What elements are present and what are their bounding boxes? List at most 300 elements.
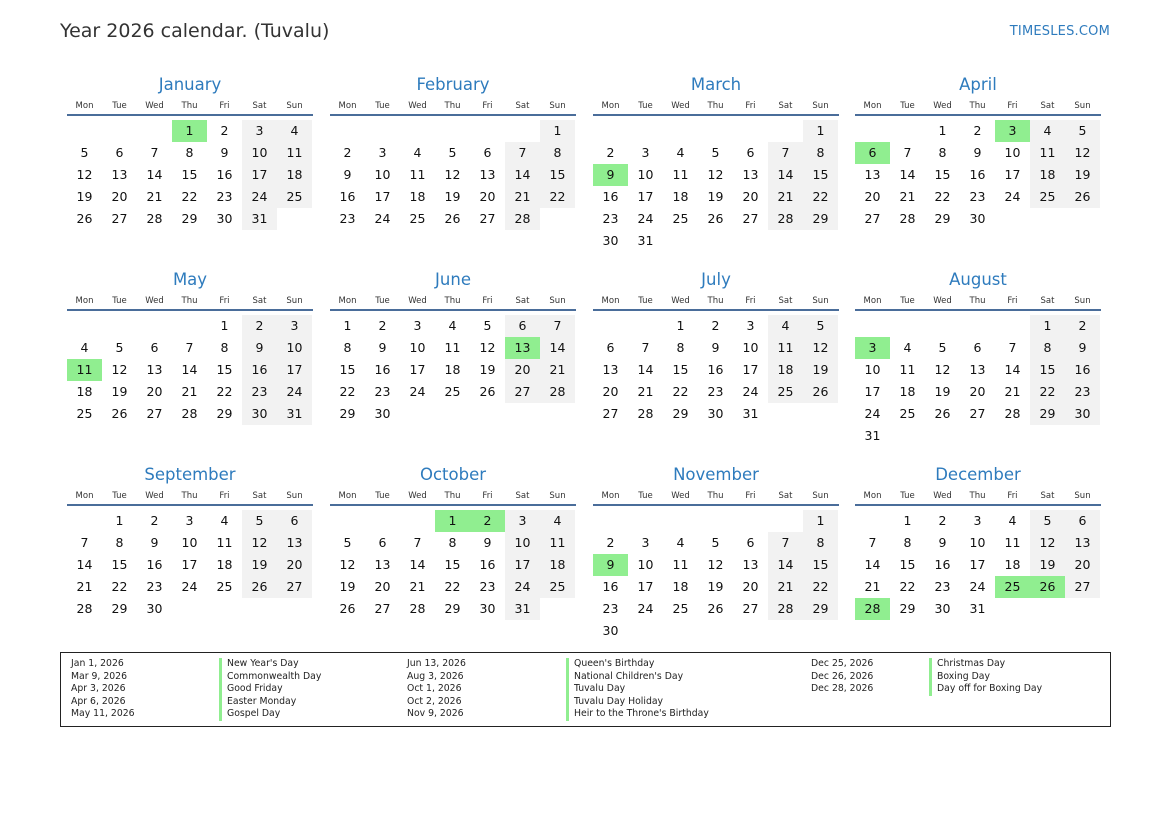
day-cell: 10 (277, 337, 312, 359)
month-name: March (690, 75, 742, 94)
day-cell: 14 (181, 362, 198, 377)
empty-cell (365, 510, 400, 532)
holiday-date: May 11, 2026 (71, 708, 135, 720)
brand-link[interactable]: TIMESLES.COM (1009, 24, 1110, 39)
day-cell: 16 (374, 362, 391, 377)
day-cell: 8 (676, 340, 685, 355)
day-cell: 2 (606, 145, 615, 160)
weekday-label: Sat (252, 491, 267, 501)
day-cell: 1 (803, 120, 838, 142)
empty-cell (172, 315, 207, 337)
holiday-name: National Children's Day (566, 671, 709, 684)
day-cell: 5 (711, 145, 720, 160)
day-cell: 7 (80, 535, 89, 550)
weekday-header (67, 490, 313, 506)
day-cell: 14 (76, 557, 93, 572)
weekday-label: Sun (286, 296, 303, 306)
day-cell: 17 (181, 557, 198, 572)
day-cell: 3 (746, 318, 755, 333)
holiday-name: Queen's Birthday (566, 658, 709, 671)
day-cell: 13 (277, 532, 312, 554)
month-name: July (701, 270, 731, 289)
day-cell: 14 (540, 337, 575, 359)
day-cell: 16 (707, 362, 724, 377)
day-cell: 7 (150, 145, 159, 160)
weekday-label: Fri (482, 101, 493, 111)
day-cell: 23 (934, 579, 951, 594)
day-cell: 16 (602, 579, 619, 594)
day-grid (855, 311, 1101, 447)
day-cell: 29 (111, 601, 128, 616)
day-cell: 6 (115, 145, 124, 160)
day-cell: 6 (746, 535, 755, 550)
day-cell: 22 (672, 384, 689, 399)
weekday-label: Sun (1074, 101, 1091, 111)
day-cell: 7 (768, 532, 803, 554)
day-cell: 15 (672, 362, 689, 377)
holiday-date: Apr 3, 2026 (71, 683, 126, 695)
day-cell: 27 (146, 406, 163, 421)
day-grid (593, 311, 839, 425)
day-cell: 10 (505, 532, 540, 554)
day-cell: 7 (505, 142, 540, 164)
weekday-label: Sun (1074, 491, 1091, 501)
month-august (855, 267, 1101, 447)
day-cell: 14 (637, 362, 654, 377)
day-cell: 5 (483, 318, 492, 333)
day-cell: 11 (444, 340, 461, 355)
day-cell: 7 (641, 340, 650, 355)
weekday-label: Sat (1040, 101, 1055, 111)
day-cell: 4 (676, 145, 685, 160)
holiday-date: Oct 1, 2026 (407, 683, 462, 695)
day-cell: 9 (378, 340, 387, 355)
day-cell: 13 (479, 167, 496, 182)
day-cell: 4 (903, 340, 912, 355)
weekday-label: Wed (671, 296, 690, 306)
day-cell: 23 (969, 189, 986, 204)
day-cell: 19 (707, 579, 724, 594)
holiday-name: Good Friday (219, 683, 321, 696)
day-cell: 6 (483, 145, 492, 160)
day-cell: 24 (277, 381, 312, 403)
day-cell: 19 (707, 189, 724, 204)
day-cell: 12 (1065, 142, 1100, 164)
weekday-label: Thu (181, 491, 198, 501)
day-cell: 21 (540, 359, 575, 381)
day-cell: 2 (1065, 315, 1100, 337)
day-cell: 23 (602, 601, 619, 616)
day-cell: 25 (76, 406, 93, 421)
day-cell: 4 (676, 535, 685, 550)
day-cell: 20 (479, 189, 496, 204)
day-cell: 25 (899, 406, 916, 421)
day-cell: 11 (1004, 535, 1021, 550)
day-cell: 13 (146, 362, 163, 377)
day-cell: 20 (111, 189, 128, 204)
day-cell: 14 (899, 167, 916, 182)
day-cell: 31 (742, 406, 759, 421)
day-cell: 27 (602, 406, 619, 421)
day-cell: 16 (479, 557, 496, 572)
weekday-header (593, 490, 839, 506)
day-cell: 6 (378, 535, 387, 550)
month-july (593, 267, 839, 425)
day-cell: 22 (803, 186, 838, 208)
day-cell: 12 (444, 167, 461, 182)
month-november (593, 462, 839, 642)
day-cell: 26 (111, 406, 128, 421)
holiday-day-cell: 3 (995, 120, 1030, 142)
empty-cell (435, 120, 470, 142)
empty-cell (505, 120, 540, 142)
day-cell: 26 (803, 381, 838, 403)
day-cell: 30 (934, 601, 951, 616)
day-cell: 12 (707, 557, 724, 572)
day-cell: 25 (444, 384, 461, 399)
empty-cell (330, 510, 365, 532)
day-cell: 21 (181, 384, 198, 399)
holiday-day-cell: 13 (505, 337, 540, 359)
weekday-label: Thu (707, 101, 724, 111)
empty-cell (400, 120, 435, 142)
holiday-date: Dec 26, 2026 (811, 670, 874, 682)
day-cell: 21 (409, 579, 426, 594)
holiday-day-cell: 28 (855, 598, 890, 620)
day-cell: 5 (242, 510, 277, 532)
day-cell: 11 (540, 532, 575, 554)
day-cell: 20 (277, 554, 312, 576)
weekday-label: Wed (145, 101, 164, 111)
weekday-label: Mon (601, 296, 620, 306)
weekday-label: Sat (1040, 491, 1055, 501)
day-cell: 24 (409, 384, 426, 399)
day-cell: 19 (1065, 164, 1100, 186)
day-cell: 2 (938, 513, 947, 528)
weekday-label: Sun (1074, 296, 1091, 306)
holiday-name: Tuvalu Day Holiday (566, 696, 709, 709)
day-cell: 17 (1004, 167, 1021, 182)
day-cell: 17 (409, 362, 426, 377)
day-cell: 17 (637, 579, 654, 594)
weekday-label: Thu (969, 296, 986, 306)
holiday-date: Oct 2, 2026 (407, 695, 462, 707)
day-cell: 29 (899, 601, 916, 616)
day-cell: 28 (181, 406, 198, 421)
weekday-label: Wed (408, 296, 427, 306)
empty-cell (890, 315, 925, 337)
empty-cell (330, 120, 365, 142)
day-cell: 28 (146, 211, 163, 226)
day-cell: 9 (938, 535, 947, 550)
day-cell: 3 (973, 513, 982, 528)
day-cell: 19 (803, 359, 838, 381)
day-cell: 15 (444, 557, 461, 572)
day-cell: 19 (934, 384, 951, 399)
day-cell: 21 (505, 186, 540, 208)
day-cell: 6 (606, 340, 615, 355)
day-cell: 27 (479, 211, 496, 226)
day-cell: 16 (146, 557, 163, 572)
day-cell: 27 (742, 211, 759, 226)
day-cell: 2 (606, 535, 615, 550)
day-cell: 28 (768, 208, 803, 230)
day-cell: 19 (479, 362, 496, 377)
day-cell: 20 (146, 384, 163, 399)
day-cell: 25 (1030, 186, 1065, 208)
day-cell: 27 (111, 211, 128, 226)
empty-cell (768, 510, 803, 532)
day-cell: 28 (76, 601, 93, 616)
weekday-label: Tue (112, 491, 127, 501)
day-cell: 1 (1030, 315, 1065, 337)
day-cell: 28 (505, 208, 540, 230)
day-cell: 4 (540, 510, 575, 532)
month-name: February (416, 75, 490, 94)
empty-cell (663, 510, 698, 532)
day-cell: 4 (1030, 120, 1065, 142)
day-cell: 13 (969, 362, 986, 377)
day-cell: 12 (934, 362, 951, 377)
day-cell: 9 (711, 340, 720, 355)
day-cell: 7 (185, 340, 194, 355)
weekday-label: Tue (112, 101, 127, 111)
weekday-header (330, 295, 576, 311)
empty-cell (470, 120, 505, 142)
day-cell: 9 (1065, 337, 1100, 359)
day-cell: 20 (864, 189, 881, 204)
weekday-label: Wed (408, 101, 427, 111)
day-cell: 1 (803, 510, 838, 532)
weekday-label: Fri (745, 296, 756, 306)
day-cell: 25 (540, 576, 575, 598)
weekday-label: Fri (219, 491, 230, 501)
weekday-label: Thu (444, 491, 461, 501)
day-cell: 27 (374, 601, 391, 616)
holiday-name: Day off for Boxing Day (929, 683, 1042, 696)
day-cell: 22 (181, 189, 198, 204)
month-name: January (158, 75, 222, 94)
day-cell: 10 (637, 167, 654, 182)
day-cell: 22 (899, 579, 916, 594)
day-cell: 15 (803, 554, 838, 576)
day-grid (67, 506, 313, 620)
day-cell: 31 (864, 428, 881, 443)
empty-cell (593, 120, 628, 142)
holiday-name: Easter Monday (219, 696, 321, 709)
day-cell: 17 (969, 557, 986, 572)
weekday-label: Mon (75, 296, 94, 306)
day-cell: 24 (181, 579, 198, 594)
day-cell: 12 (479, 340, 496, 355)
day-cell: 26 (339, 601, 356, 616)
holiday-day-cell: 11 (67, 359, 102, 381)
day-cell: 11 (672, 167, 689, 182)
day-cell: 29 (216, 406, 233, 421)
day-cell: 11 (672, 557, 689, 572)
day-cell: 29 (803, 208, 838, 230)
day-cell: 30 (602, 233, 619, 248)
day-cell: 9 (150, 535, 159, 550)
empty-cell (593, 315, 628, 337)
day-cell: 15 (181, 167, 198, 182)
day-cell: 24 (374, 211, 391, 226)
day-cell: 23 (146, 579, 163, 594)
weekday-label: Thu (181, 296, 198, 306)
weekday-label: Thu (707, 296, 724, 306)
day-cell: 15 (540, 164, 575, 186)
day-cell: 26 (444, 211, 461, 226)
day-cell: 28 (409, 601, 426, 616)
weekday-label: Wed (933, 296, 952, 306)
day-cell: 23 (339, 211, 356, 226)
day-cell: 31 (242, 208, 277, 230)
day-cell: 11 (409, 167, 426, 182)
month-name: April (959, 75, 997, 94)
weekday-label: Sat (778, 491, 793, 501)
day-cell: 30 (242, 403, 277, 425)
weekday-label: Mon (601, 491, 620, 501)
day-cell: 9 (343, 167, 352, 182)
day-cell: 3 (185, 513, 194, 528)
day-grid (855, 116, 1101, 230)
day-cell: 19 (242, 554, 277, 576)
weekday-label: Sun (286, 491, 303, 501)
month-april (855, 72, 1101, 230)
day-cell: 7 (868, 535, 877, 550)
day-grid (67, 311, 313, 425)
day-cell: 14 (1004, 362, 1021, 377)
empty-cell (67, 120, 102, 142)
day-cell: 17 (637, 189, 654, 204)
holiday-name: Commonwealth Day (219, 671, 321, 684)
holiday-name: Boxing Day (929, 671, 1042, 684)
day-cell: 25 (216, 579, 233, 594)
day-cell: 6 (973, 340, 982, 355)
day-cell: 8 (803, 532, 838, 554)
holiday-name: New Year's Day (219, 658, 321, 671)
weekday-label: Mon (338, 296, 357, 306)
day-cell: 29 (803, 598, 838, 620)
empty-cell (855, 510, 890, 532)
day-cell: 13 (864, 167, 881, 182)
legend-name-column (219, 658, 321, 721)
day-cell: 6 (1065, 510, 1100, 532)
weekday-label: Tue (375, 101, 390, 111)
weekday-label: Fri (745, 101, 756, 111)
day-cell: 3 (242, 120, 277, 142)
day-cell: 17 (277, 359, 312, 381)
day-cell: 29 (1030, 403, 1065, 425)
day-grid (330, 116, 576, 230)
day-grid (593, 116, 839, 252)
weekday-label: Tue (900, 491, 915, 501)
weekday-label: Mon (863, 491, 882, 501)
day-cell: 2 (220, 123, 229, 138)
holiday-day-cell: 9 (593, 164, 628, 186)
month-may (67, 267, 313, 425)
day-cell: 26 (707, 211, 724, 226)
holiday-date: Aug 3, 2026 (407, 670, 464, 682)
weekday-header (67, 100, 313, 116)
day-cell: 20 (374, 579, 391, 594)
weekday-label: Sun (549, 296, 566, 306)
day-cell: 1 (540, 120, 575, 142)
weekday-label: Sun (812, 101, 829, 111)
weekday-label: Thu (444, 296, 461, 306)
empty-cell (67, 510, 102, 532)
empty-cell (768, 120, 803, 142)
empty-cell (628, 510, 663, 532)
day-cell: 13 (742, 557, 759, 572)
month-january (67, 72, 313, 230)
day-cell: 13 (742, 167, 759, 182)
day-cell: 2 (150, 513, 159, 528)
day-cell: 16 (969, 167, 986, 182)
day-cell: 31 (505, 598, 540, 620)
day-cell: 18 (409, 189, 426, 204)
day-cell: 6 (505, 315, 540, 337)
day-cell: 21 (76, 579, 93, 594)
day-cell: 21 (1004, 384, 1021, 399)
holiday-day-cell: 9 (593, 554, 628, 576)
day-cell: 18 (540, 554, 575, 576)
weekday-label: Fri (219, 296, 230, 306)
day-cell: 10 (242, 142, 277, 164)
day-cell: 8 (938, 145, 947, 160)
day-cell: 15 (934, 167, 951, 182)
day-cell: 19 (339, 579, 356, 594)
day-cell: 30 (479, 601, 496, 616)
holiday-date: Dec 28, 2026 (811, 683, 874, 695)
empty-cell (628, 315, 663, 337)
day-cell: 27 (742, 601, 759, 616)
day-cell: 2 (973, 123, 982, 138)
day-cell: 25 (768, 381, 803, 403)
day-cell: 21 (146, 189, 163, 204)
month-name: September (144, 465, 236, 484)
day-cell: 7 (903, 145, 912, 160)
day-cell: 18 (1030, 164, 1065, 186)
month-february (330, 72, 576, 230)
day-cell: 20 (742, 579, 759, 594)
day-cell: 25 (672, 601, 689, 616)
day-cell: 20 (742, 189, 759, 204)
day-cell: 1 (343, 318, 352, 333)
day-cell: 4 (220, 513, 229, 528)
empty-cell (137, 120, 172, 142)
day-cell: 22 (1030, 381, 1065, 403)
day-cell: 4 (277, 120, 312, 142)
legend-name-column (929, 658, 1042, 696)
day-cell: 31 (969, 601, 986, 616)
day-cell: 5 (448, 145, 457, 160)
day-cell: 17 (505, 554, 540, 576)
month-september (67, 462, 313, 620)
day-cell: 26 (479, 384, 496, 399)
day-cell: 14 (768, 554, 803, 576)
holiday-date: Jan 1, 2026 (71, 658, 124, 669)
day-cell: 19 (444, 189, 461, 204)
day-cell: 10 (1004, 145, 1021, 160)
day-cell: 29 (934, 211, 951, 226)
empty-cell (855, 315, 890, 337)
day-cell: 26 (76, 211, 93, 226)
day-cell: 21 (637, 384, 654, 399)
day-cell: 16 (242, 359, 277, 381)
day-cell: 18 (899, 384, 916, 399)
day-cell: 30 (1065, 403, 1100, 425)
